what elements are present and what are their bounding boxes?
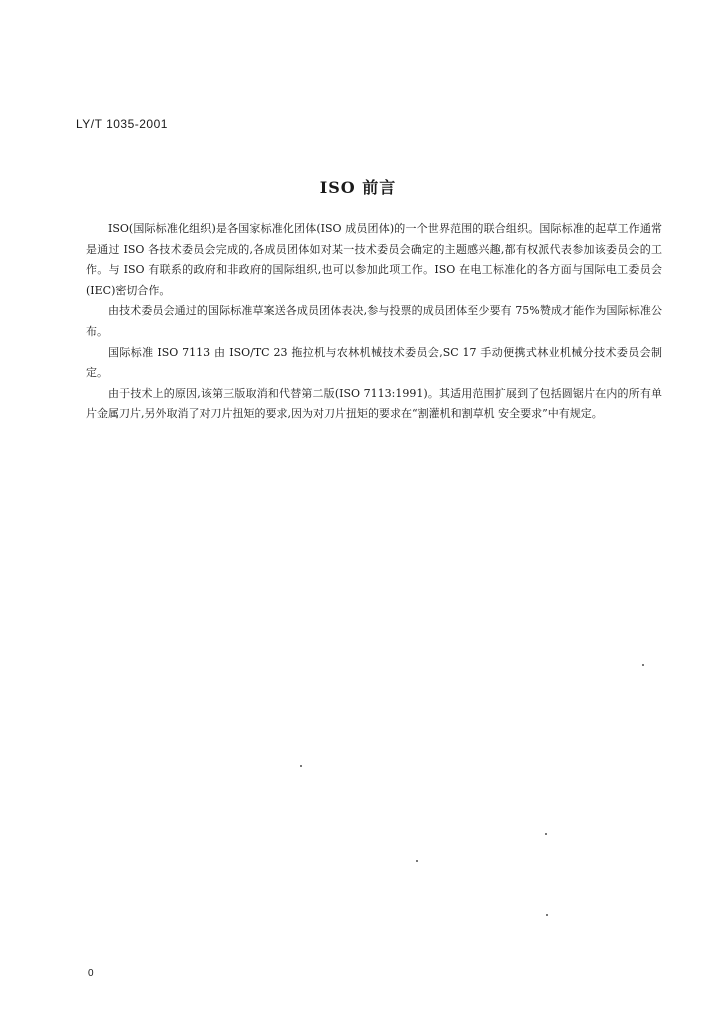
page-title: ISO 前言	[319, 178, 397, 197]
scan-speck	[642, 664, 644, 666]
standard-number: LY/T 1035-2001	[76, 117, 168, 131]
paragraph-voting: 由技术委员会通过的国际标准草案送各成员团体表决,参与投票的成员团体至少要有 75%赞成才能作为国际标准公布。	[86, 304, 662, 338]
scan-speck	[300, 765, 302, 767]
paragraph-iso-intro: ISO(国际标准化组织)是各国家标准化团体(ISO 成员团体)的一个世界范围的联合组织。国际标准的起草工作通常是通过 ISO 各技术委员会完成的,各成员团体如对某一技术委员会确定的主题感兴趣,都有权派代表参加该委员会的工作。与 ISO 有联系的政府和非政府的国际组织,也可以参加此项工作。ISO 在电工标准化的各方面与国际电工委员会(IEC)密切合作。	[86, 222, 662, 297]
foreword-body	[86, 219, 662, 425]
page-number: 0	[88, 968, 94, 979]
scan-speck	[545, 833, 547, 835]
scan-speck	[546, 914, 548, 916]
scan-speck	[416, 860, 418, 862]
paragraph-revision: 由于技术上的原因,该第三版取消和代替第二版(ISO 7113:1991)。其适用范围扩展到了包括圆锯片在内的所有单片金属刀片,另外取消了对刀片扭矩的要求,因为对刀片扭矩的要求在“割灌机和割草机 安全要求”中有规定。	[86, 386, 662, 421]
paragraph-origin: 国际标准 ISO 7113 由 ISO/TC 23 拖拉机与农林机械技术委员会,SC 17 手动便携式林业机械分技术委员会制定。	[86, 345, 662, 380]
